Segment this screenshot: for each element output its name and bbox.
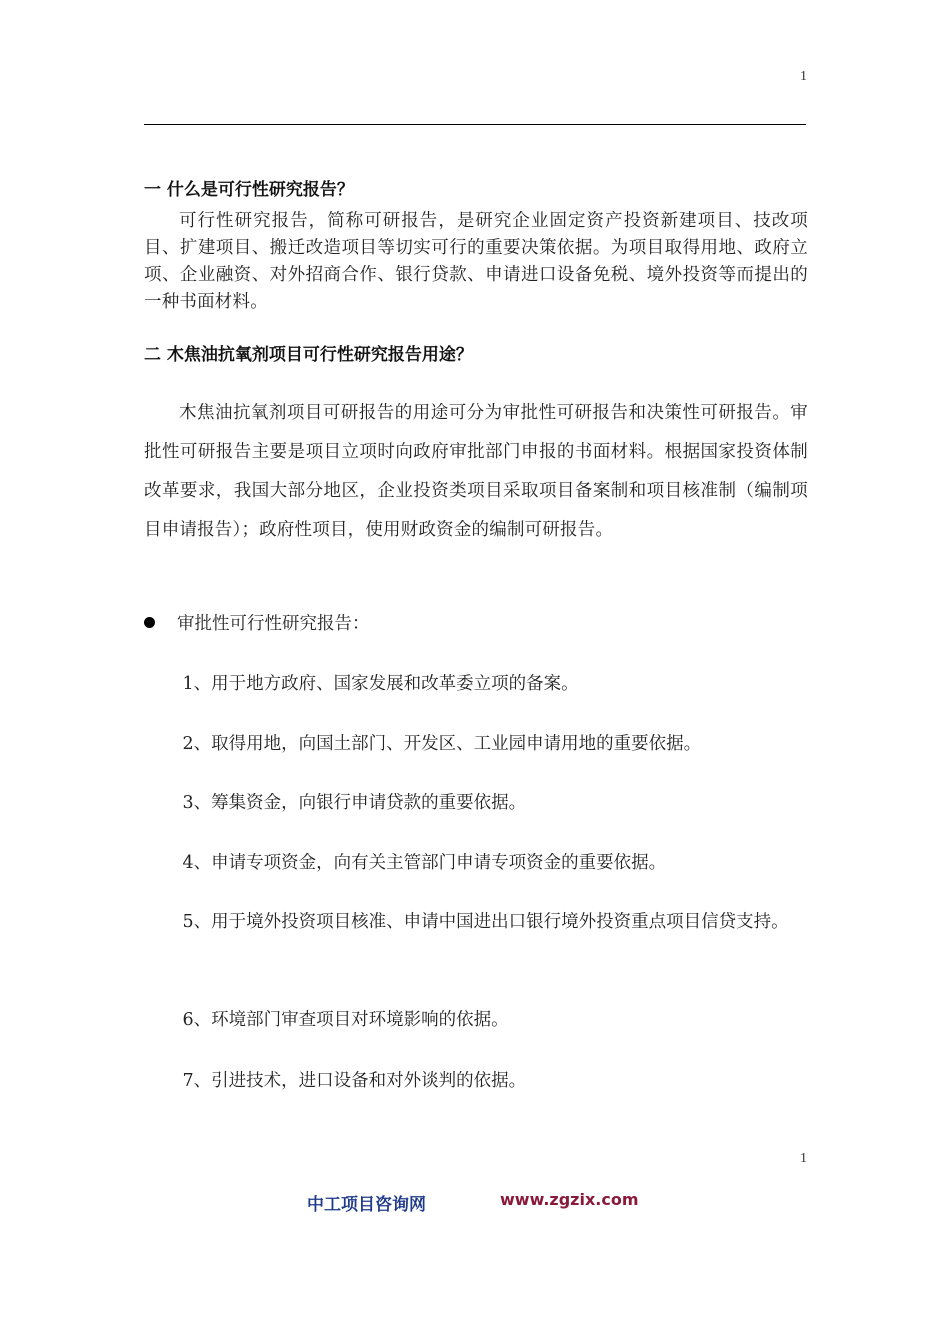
section-1-heading: 一 什么是可行性研究报告？ bbox=[144, 180, 354, 200]
footer-site-name: 中工项目咨询网 bbox=[307, 1195, 426, 1215]
section-2-heading: 二 木焦油抗氧剂项目可行性研究报告用途？ bbox=[144, 345, 473, 365]
list-item: 3、筹集资金，向银行申请贷款的重要依据。 bbox=[182, 793, 527, 813]
section-2-body: 木焦油抗氧剂项目可研报告的用途可分为审批性可研报告和决策性可研报告。审批性可研报告主要是项目立项时向政府审批部门申报的书面材料。根据国家投资体制改革要求，我国大部分地区，企业投资类项目采取项目备案制和项目核准制（编制项目申请报告）；政府性项目，使用财政资金的编制可研报告。 bbox=[144, 403, 808, 540]
footer-site-url[interactable]: www.zgzix.com bbox=[500, 1190, 639, 1209]
section-1-body: 可行性研究报告，简称可研报告，是研究企业固定资产投资新建项目、技改项目、扩建项目、搬迁改造项目等切实可行的重要决策依据。为项目取得用地、政府立项、企业融资、对外招商合作、银行贷款、申请进口设备免税、境外投资等而提出的一种书面材料。 bbox=[144, 211, 808, 312]
list-item: 2、取得用地，向国土部门、开发区、工业园申请用地的重要依据。 bbox=[182, 734, 702, 754]
bullet-dot-icon bbox=[144, 617, 155, 628]
list-item: 1、用于地方政府、国家发展和改革委立项的备案。 bbox=[182, 674, 579, 694]
header-page-number: 1 bbox=[800, 69, 807, 84]
list-item: 7、引进技术，进口设备和对外谈判的依据。 bbox=[182, 1071, 527, 1091]
bullet-label: 审批性可行性研究报告： bbox=[177, 614, 370, 634]
footer-page-number: 1 bbox=[800, 1151, 807, 1166]
header-rule bbox=[144, 124, 806, 125]
bullet-item bbox=[144, 610, 370, 635]
list-item: 5、用于境外投资项目核准、申请中国进出口银行境外投资重点项目信贷支持。 bbox=[182, 912, 789, 932]
list-item: 4、申请专项资金，向有关主管部门申请专项资金的重要依据。 bbox=[182, 853, 667, 873]
list-item: 6、环境部门审查项目对环境影响的依据。 bbox=[182, 1010, 509, 1030]
